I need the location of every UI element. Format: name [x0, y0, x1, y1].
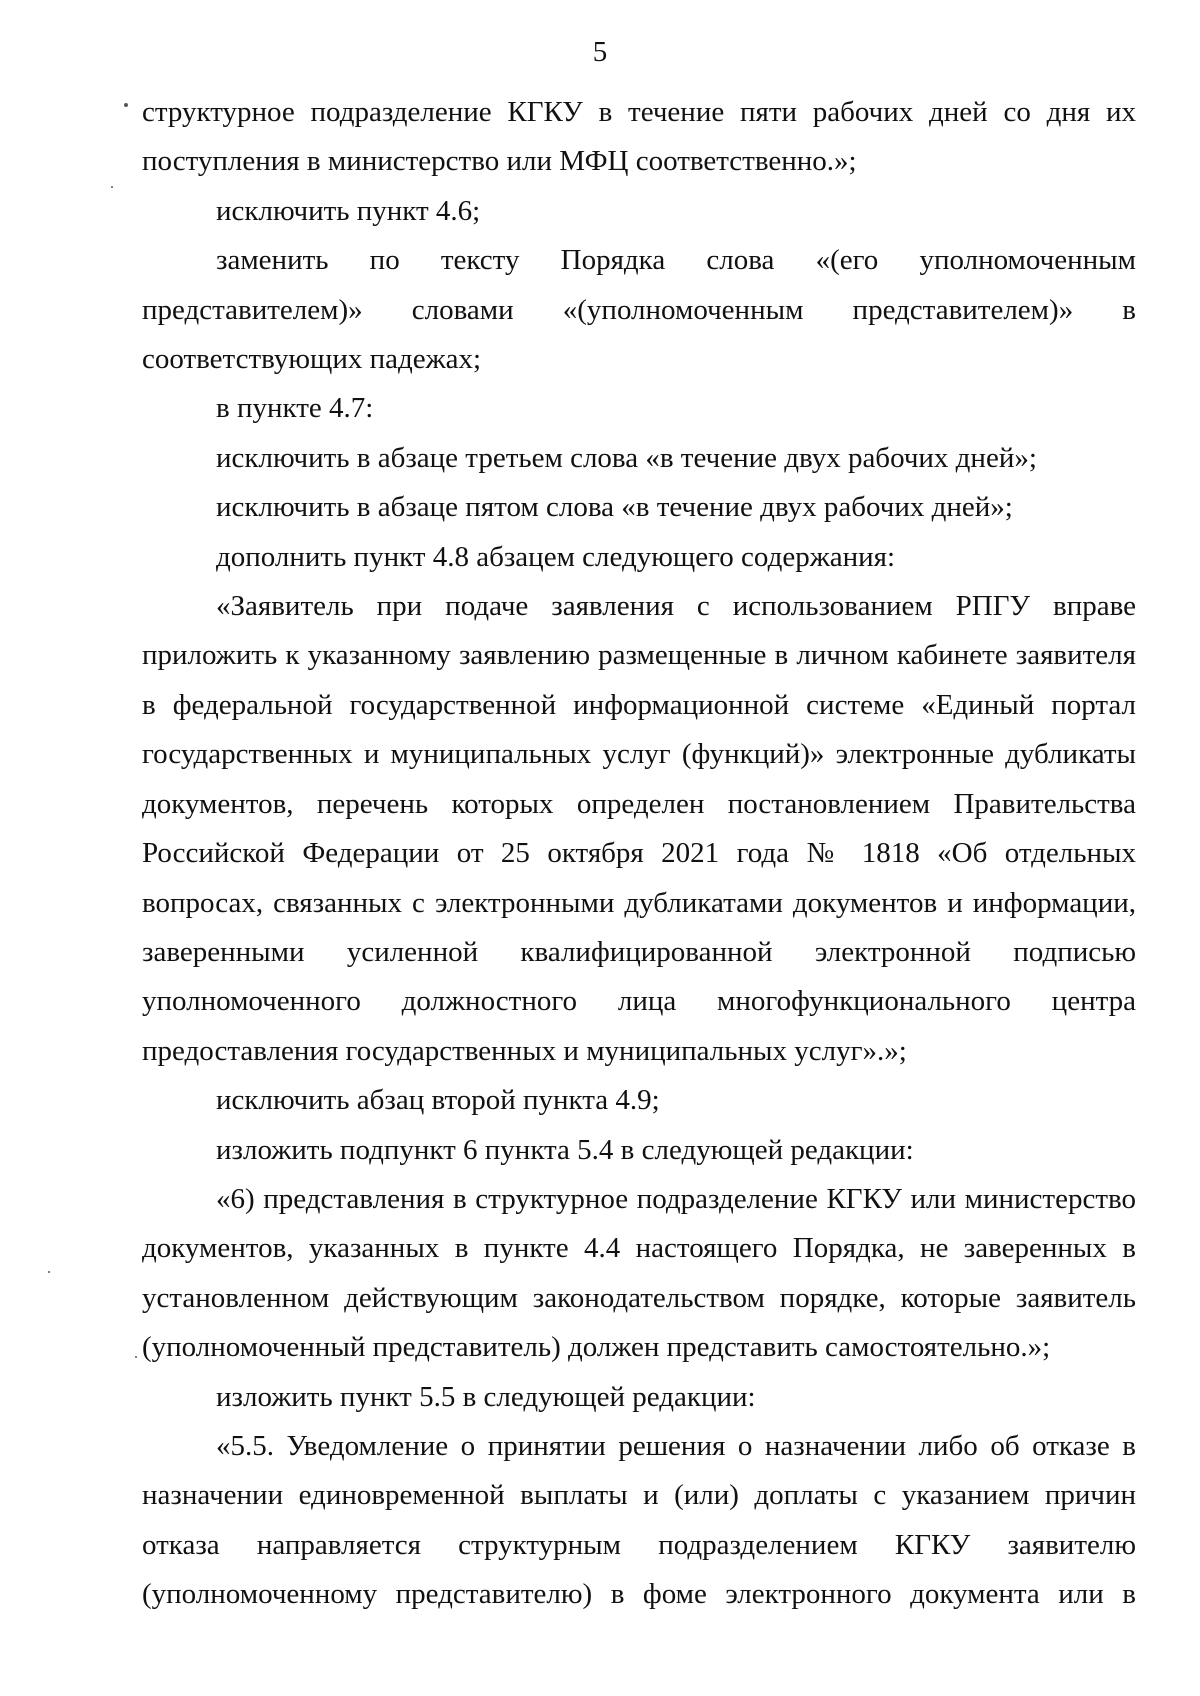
paragraph-point-5-5: изложить пункт 5.5 в следующей редакции:: [216, 1380, 756, 1413]
paragraph-5-5-quote: «5.5. Уведомление о принятии решения о назначении либо об отказе в назначении единовременной выплаты и (или) доплаты с указанием причин отказа направляется структурным подразделением КГКУ заявителю (уполномоченному представителю) в фоме электронного документа или в: [142, 1429, 1136, 1611]
paragraph-in-point-4-7: в пункте 4.7:: [216, 392, 374, 425]
paragraph-exclude-4-9: исключить абзац второй пункта 4.9;: [216, 1084, 660, 1117]
page-number: 5: [592, 36, 608, 68]
scan-mark: [111, 186, 113, 188]
paragraph-sub-6-quote: «6) представления в структурное подразделение КГКУ или министерство документов, указанных в пункте 4.4 настоящего Порядка, не заверенных в установленном действующим законодательством порядке, которые заявитель (уполномоченный представитель) должен представить самостоятельно.»;: [142, 1182, 1136, 1364]
paragraph-exclude-fifth: исключить в абзаце пятом слова «в течение двух рабочих дней»;: [216, 491, 1013, 524]
paragraph-replace-words: заменить по тексту Порядка слова «(его уполномоченным представителем)» словами «(уполномоченным представителем)» в соответствующих падежах;: [142, 244, 1136, 376]
scan-mark: [48, 1271, 50, 1273]
paragraph-applicant-quote: «Заявитель при подаче заявления с использованием РПГУ вправе приложить к указанному заявлению размещенные в личном кабинете заявителя в федеральной государственной информационной системе «Единый портал государственных и муниципальных услуг (функций)» электронные дубликаты документов, перечень которых определен постановлением Правительства Российской Федерации от 25 октября 2021 года № 1818 «Об отдельных вопросах, связанных с электронными дубликатами документов и информации, заверенными усиленной квалифицированной электронной подписью уполномоченного должностного лица многофункционального центра предоставления государственных и муниципальных услуг».»;: [142, 590, 1136, 1067]
paragraph-add-4-8: дополнить пункт 4.8 абзацем следующего содержания:: [216, 540, 896, 573]
paragraph-sub-6-of-5-4: изложить подпункт 6 пункта 5.4 в следующей редакции:: [216, 1133, 914, 1166]
paragraph-exclude-third: исключить в абзаце третьем слова «в течение двух рабочих дней»;: [216, 441, 1037, 474]
scan-mark: [135, 1356, 137, 1358]
paragraph-continuation: структурное подразделение КГКУ в течение пяти рабочих дней со дня их поступления в министерство или МФЦ соответственно.»;: [142, 96, 1136, 178]
scan-mark: [124, 103, 128, 107]
paragraph-exclude-4-6: исключить пункт 4.6;: [216, 194, 481, 227]
document-body: [142, 88, 1136, 1620]
